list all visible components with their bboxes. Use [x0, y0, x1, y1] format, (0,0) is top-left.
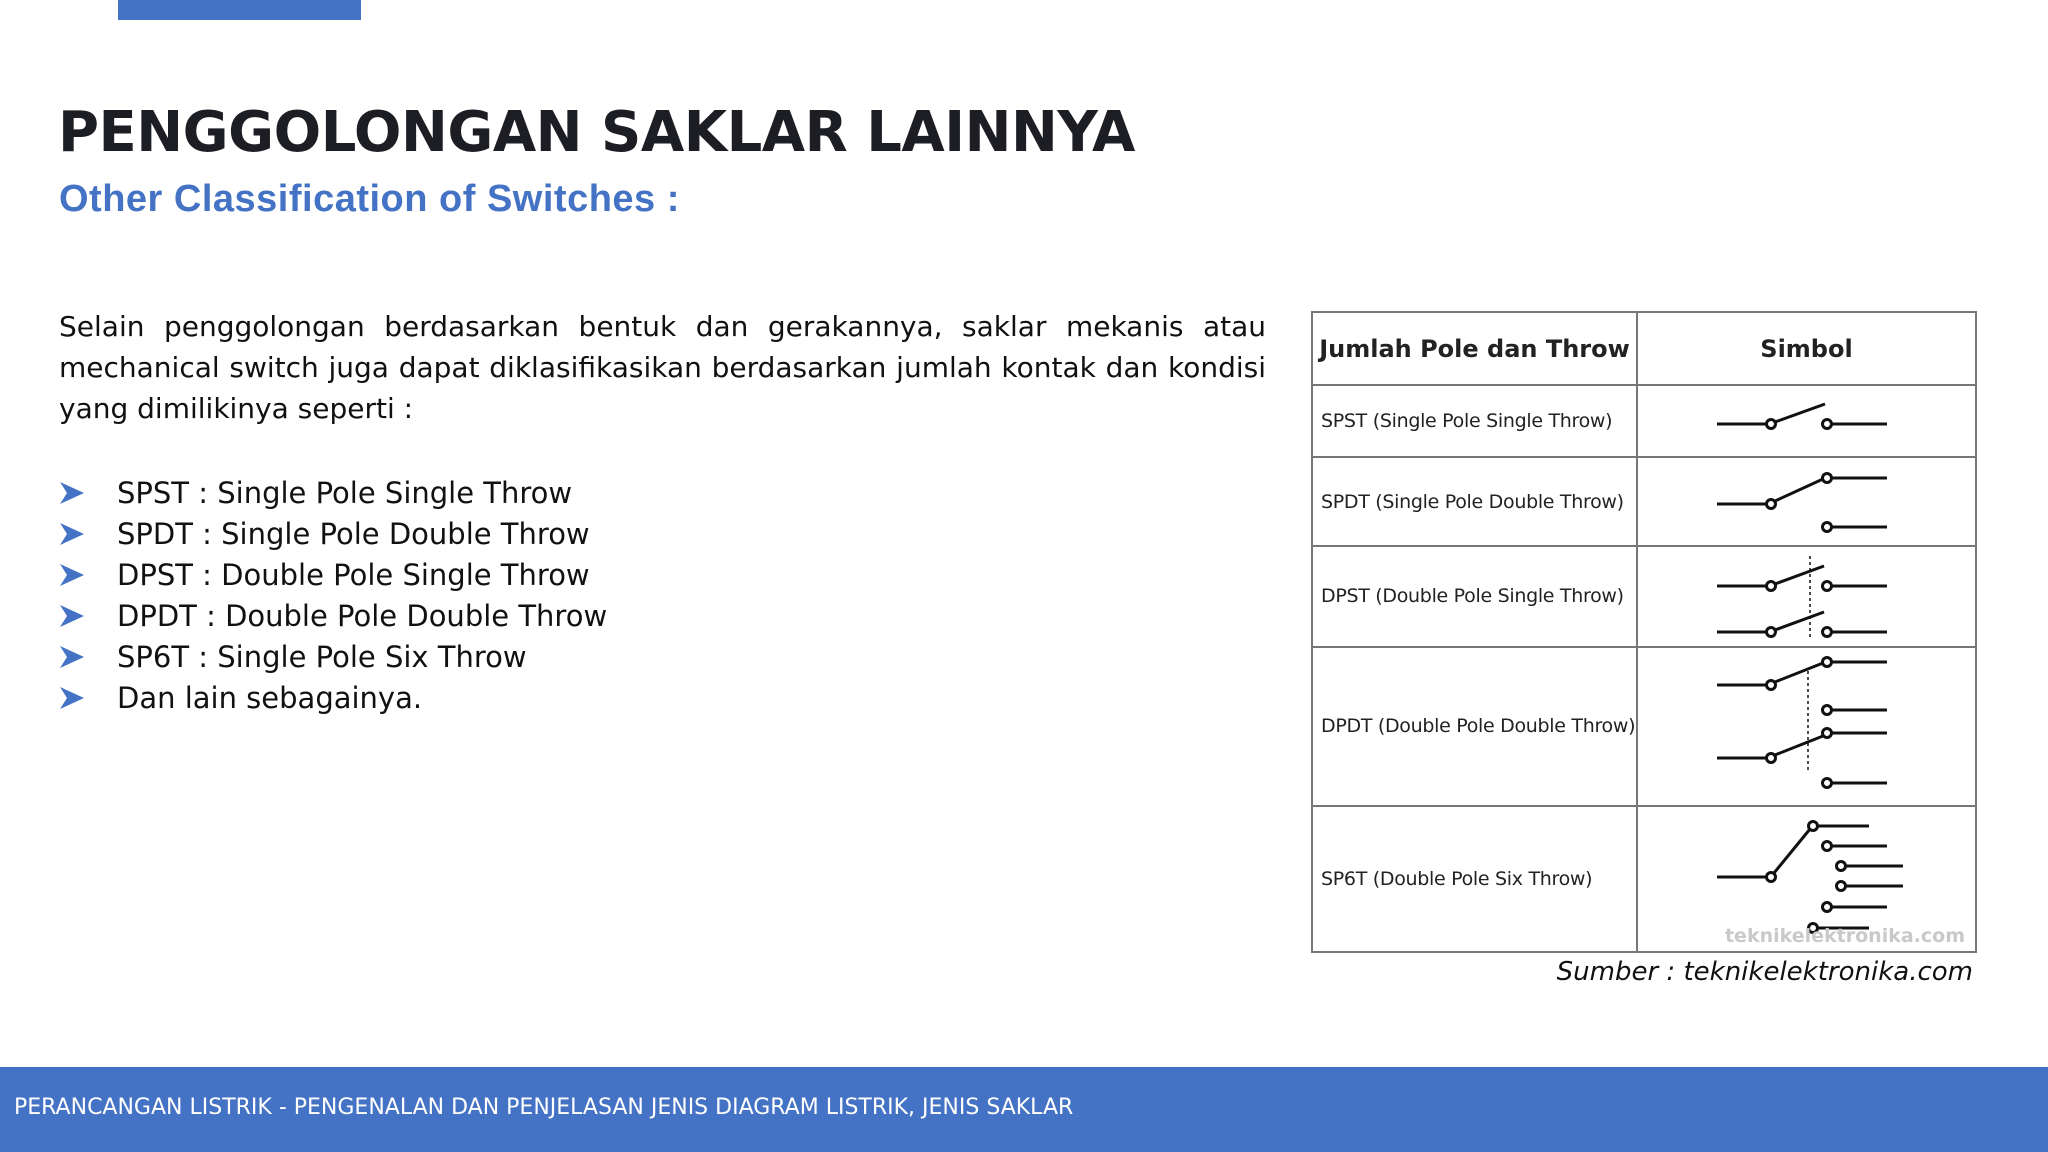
arrowhead-bullet-icon: [59, 563, 117, 587]
spst-symbol-icon: [1707, 401, 1907, 441]
list-item: [59, 677, 607, 718]
table-cell-label: DPDT (Double Pole Double Throw): [1312, 647, 1637, 805]
bullet-text: DPST : Double Pole Single Throw: [117, 557, 590, 592]
table-header-symbol: Simbol: [1637, 312, 1976, 385]
list-item: [59, 554, 607, 595]
list-item: [59, 472, 607, 513]
table-cell-label: SPST (Single Pole Single Throw): [1312, 385, 1637, 457]
list-item: [59, 513, 607, 554]
dpdt-symbol-icon: [1707, 651, 1907, 801]
slide-title: PENGGOLONGAN SAKLAR LAINNYA: [58, 100, 1135, 165]
arrowhead-bullet-icon: [59, 645, 117, 669]
arrowhead-bullet-icon: [59, 686, 117, 710]
footer-text: PERANCANGAN LISTRIK - PENGENALAN DAN PENJELASAN JENIS DIAGRAM LISTRIK, JENIS SAKLAR: [14, 1095, 1074, 1120]
table-cell-label: DPST (Double Pole Single Throw): [1312, 546, 1637, 647]
switch-table: [1311, 311, 1977, 953]
bullet-text: Dan lain sebagainya.: [117, 680, 423, 715]
arrowhead-bullet-icon: [59, 481, 117, 505]
switch-table-figure: [1311, 311, 1975, 953]
table-cell-symbol: [1637, 806, 1976, 953]
table-cell-symbol: [1637, 385, 1976, 457]
table-cell-label: SPDT (Single Pole Double Throw): [1312, 457, 1637, 545]
bullet-list: [59, 472, 607, 718]
watermark-text: teknikelektronika.com: [1724, 925, 1965, 947]
table-cell-symbol: [1637, 647, 1976, 805]
list-item: [59, 636, 607, 677]
slide-subtitle: Other Classification of Switches :: [59, 178, 680, 220]
arrowhead-bullet-icon: [59, 522, 117, 546]
table-cell-symbol: [1637, 457, 1976, 545]
dpst-symbol-icon: [1707, 550, 1907, 642]
bullet-text: SPDT : Single Pole Double Throw: [117, 516, 590, 551]
bullet-text: SP6T : Single Pole Six Throw: [117, 639, 527, 674]
table-header-pole-throw: Jumlah Pole dan Throw: [1312, 312, 1637, 385]
arrowhead-bullet-icon: [59, 604, 117, 628]
table-cell-symbol: [1637, 546, 1976, 647]
source-caption: Sumber : teknikelektronika.com: [1556, 957, 1973, 987]
bullet-text: SPST : Single Pole Single Throw: [117, 475, 573, 510]
spdt-symbol-icon: [1707, 467, 1907, 537]
intro-paragraph: Selain penggolongan berdasarkan bentuk dan gerakannya, saklar mekanis atau mechanical switch juga dapat diklasifikasikan berdasarkan jumlah kontak dan kondisi yang dimilikinya seperti :: [59, 310, 1266, 425]
list-item: [59, 595, 607, 636]
table-cell-label: SP6T (Double Pole Six Throw): [1312, 806, 1637, 953]
top-accent-bar: [118, 0, 361, 20]
footer-bar: [0, 1067, 2048, 1152]
bullet-text: DPDT : Double Pole Double Throw: [117, 598, 608, 633]
